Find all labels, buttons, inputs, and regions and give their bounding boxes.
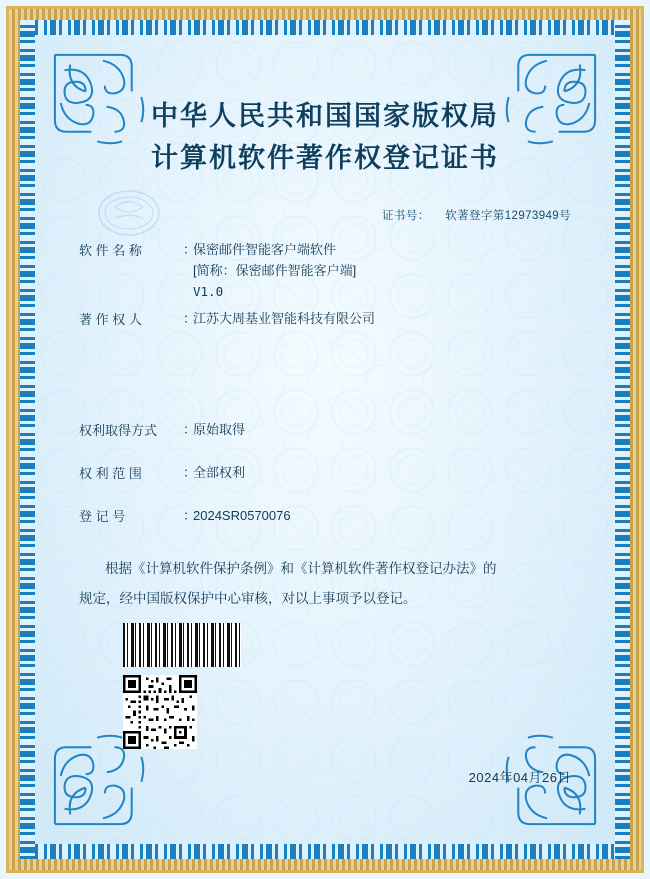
field-value: 全部权利 [193, 465, 246, 480]
field-value-line: 保密邮件智能客户端软件 [193, 242, 337, 257]
field-colon: ： [183, 422, 197, 437]
certificate-title-line-1: 中华人民共和国国家版权局 [151, 101, 499, 132]
field-value: 2024SR0570076 [193, 508, 291, 523]
field-value-line: V1.0 [193, 284, 224, 299]
field-label: 登 记 号 [79, 509, 126, 524]
certificate-title-line-2: 计算机软件著作权登记证书 [151, 143, 499, 174]
certificate-content [35, 35, 615, 844]
field-label: 著 作 权 人 [79, 312, 142, 327]
legal-statement-line-1: 根据《计算机软件保护条例》和《计算机软件著作权登记办法》的 [105, 561, 497, 576]
certificate-number-label: 证书号： [382, 210, 430, 222]
meander-border-bottom [20, 844, 630, 859]
field-value: 原始取得 [193, 422, 246, 437]
field-label: 权 利 范 围 [79, 466, 142, 481]
field-row-rights-scope [79, 462, 571, 483]
field-label: 权利取得方式 [79, 423, 158, 438]
meander-border-top [20, 20, 630, 35]
field-label: 软 件 名 称 [79, 243, 142, 258]
field-colon: ： [183, 311, 197, 326]
field-row-software-name [79, 239, 571, 302]
title-block [79, 97, 571, 181]
certificate-number-row [79, 207, 571, 223]
issue-date: 2024年04月26日 [468, 770, 571, 785]
qr-code [123, 675, 197, 749]
meander-border-left [20, 20, 35, 859]
field-value-line: [简称：保密邮件智能客户端] [193, 263, 357, 278]
certificate-number-value: 软著登字第12973949号 [445, 210, 571, 222]
barcode [123, 623, 241, 667]
field-colon: ： [183, 508, 197, 523]
legal-statement [79, 554, 571, 614]
field-value [193, 239, 571, 302]
meander-border-right [615, 20, 630, 859]
field-row-registration-number [79, 505, 571, 526]
certificate-page [35, 35, 615, 844]
legal-statement-line-2: 规定，经中国版权保护中心审核，对以上事项予以登记。 [79, 591, 417, 606]
field-row-acquisition-method [79, 419, 571, 440]
field-value: 江苏大周基业智能科技有限公司 [193, 311, 376, 326]
field-row-copyright-owner [79, 308, 571, 329]
field-list [79, 239, 571, 526]
spacer [79, 333, 571, 419]
field-colon: ： [183, 465, 197, 480]
field-colon: ： [183, 242, 197, 257]
